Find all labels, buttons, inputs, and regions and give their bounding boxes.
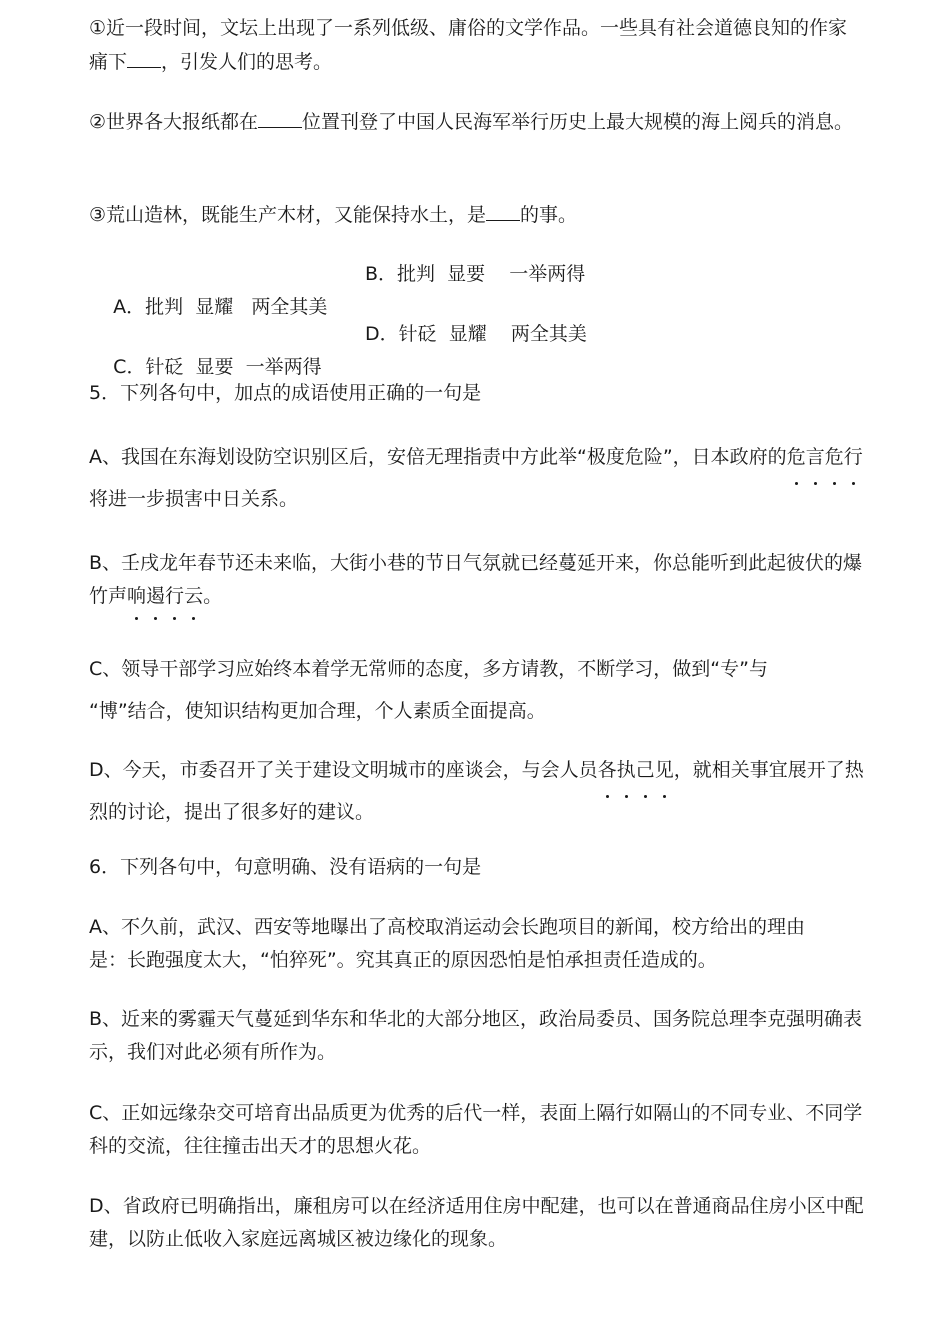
fill-blank	[258, 105, 302, 128]
q4-sentence-1-text: ①近一段时间，文坛上出现了一系列低级、庸俗的文学作品。一些具有社会道德良知的作家痛下	[89, 17, 848, 73]
emphasized-char: 各	[598, 749, 617, 791]
q4-sentence-2-tail: 位置刊登了中国人民海军举行历史上最大规模的海上阅兵的消息。	[302, 111, 854, 133]
q5-option-c	[89, 648, 864, 732]
emphasized-char: 响	[127, 580, 146, 613]
q6-a-line-2: 是：长跑强度太大，“怕猝死”。究其真正的原因恐怕是怕承担责任造成的。	[89, 949, 717, 971]
emphasized-char: 己	[636, 749, 655, 791]
q4-sentence-3-tail: 的事。	[520, 204, 578, 226]
q5-option-a	[89, 436, 864, 520]
emphasized-char: 遏	[146, 580, 165, 613]
q6-a-line-1: A、不久前，武汉、西安等地曝出了高校取消运动会长跑项目的新闻，校方给出的理由	[89, 916, 805, 938]
q4-sentence-3	[89, 198, 864, 232]
q4-sentence-1-tail: ，引发人们的思考。	[161, 51, 333, 73]
emphasized-char: 见	[655, 749, 674, 791]
emphasized-char: 行	[165, 580, 184, 613]
q4-sentence-1	[89, 12, 864, 79]
q5-a-tail: 将进一步损害中日关系。	[89, 488, 299, 510]
fill-blank	[486, 198, 520, 221]
emphasized-char: 云	[184, 580, 203, 613]
q5-a-text: A、我国在东海划设防空识别区后，安倍无理指责中方此举“极度危险”，日本政府的	[89, 446, 787, 468]
fill-blank	[127, 45, 161, 68]
q5-option-d	[89, 749, 864, 833]
q4-option-a: A．批判 显耀 两全其美	[113, 296, 328, 318]
q5-stem: 5．下列各句中，加点的成语使用正确的一句是	[89, 382, 482, 404]
q5-c-line-1: C、领导干部学习应始终本着学无常师的态度，多方请教，不断学习，做到“专”与	[89, 658, 768, 680]
q4-sentence-3-text: ③荒山造林，既能生产木材，又能保持水土，是	[89, 204, 487, 226]
q6-option-b: B、近来的雾霾天气蔓延到华东和华北的大部分地区，政治局委员、国务院总理李克强明确表示，我们对此必须有所作为。	[89, 1008, 863, 1063]
q5-d-text: D、今天，市委召开了关于建设文明城市的座谈会，与会人员	[89, 759, 598, 781]
q6-option-a	[89, 911, 864, 977]
q6-option-c: C、正如远缘杂交可培育出品质更为优秀的后代一样，表面上隔行如隔山的不同专业、不同学科的交流，往往撞击出天才的思想火花。	[89, 1102, 863, 1157]
q5-b-text: B、壬戌龙年春节还未来临，大街小巷的节日气氛就已经蔓延开来，你总能听到此起彼伏的爆竹声	[89, 552, 863, 607]
emphasized-char: 言	[806, 436, 825, 478]
q5-option-b	[89, 547, 864, 613]
emphasized-char: 危	[787, 436, 806, 478]
emphasized-char: 执	[617, 749, 636, 791]
emphasized-char: 行	[844, 436, 863, 478]
q4-option-b: B．批判 显要 一举两得	[365, 263, 586, 285]
q4-option-c: C．针砭 显要 一举两得	[113, 356, 322, 378]
emphasized-char: 危	[825, 436, 844, 478]
q4-sentence-2	[89, 105, 864, 139]
q4-option-d: D．针砭 显耀 两全其美	[365, 323, 587, 345]
q5-c-line-2: “博”结合，使知识结构更加合理，个人素质全面提高。	[89, 700, 546, 722]
q4-sentence-2-text: ②世界各大报纸都在	[89, 111, 259, 133]
q6-stem: 6．下列各句中，句意明确、没有语病的一句是	[89, 856, 482, 878]
q5-b-tail: 。	[203, 585, 223, 607]
q5-d-tail: ，就相关事宜展开了热烈的讨论，提出了很多好的建议。	[89, 759, 864, 823]
q6-option-d: D、省政府已明确指出，廉租房可以在经济适用住房中配建，也可以在普通商品住房小区中配建，以防止低收入家庭远离城区被边缘化的现象。	[89, 1195, 864, 1250]
